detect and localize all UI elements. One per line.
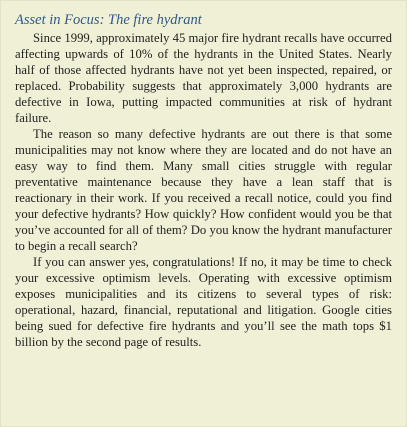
paragraph-reason: The reason so many defective hydrants are out there is that some municipalities may not know where they are located and do not have an easy way to find them. Many small cities struggle with regular preventative maintenance because they have a lean staff that is reactionary in their work. If you received a recall notice, could you find your defective hydrants? How quickly? How confident would you be that you’ve accounted for all of them? Do you know the hydrant manufacturer to begin a recall search? [15, 127, 392, 253]
paragraph-optimism: If you can answer yes, congratulations! If no, it may be time to check your excessive optimism levels. Operating with excessive optimism exposes municipalities and its citizens to several types of risk: operational, hazard, financial, reputational and litigation. Google cities being sued for defective fire hydrants and you’ll see the math tops $1 billion by the second page of results. [15, 255, 392, 349]
paragraph-recalls: Since 1999, approximately 45 major fire hydrant recalls have occurred affecting upwards of 10% of the hydrants in the United States. Nearly half of those affected hydrants have not yet been inspected, repaired, or replaced. Probability suggests that approximately 3,000 hydrants are defective in Iowa, putting impacted communities at risk of hydrant failure. [15, 31, 392, 125]
sidebar-title: Asset in Focus: The fire hydrant [15, 12, 202, 28]
